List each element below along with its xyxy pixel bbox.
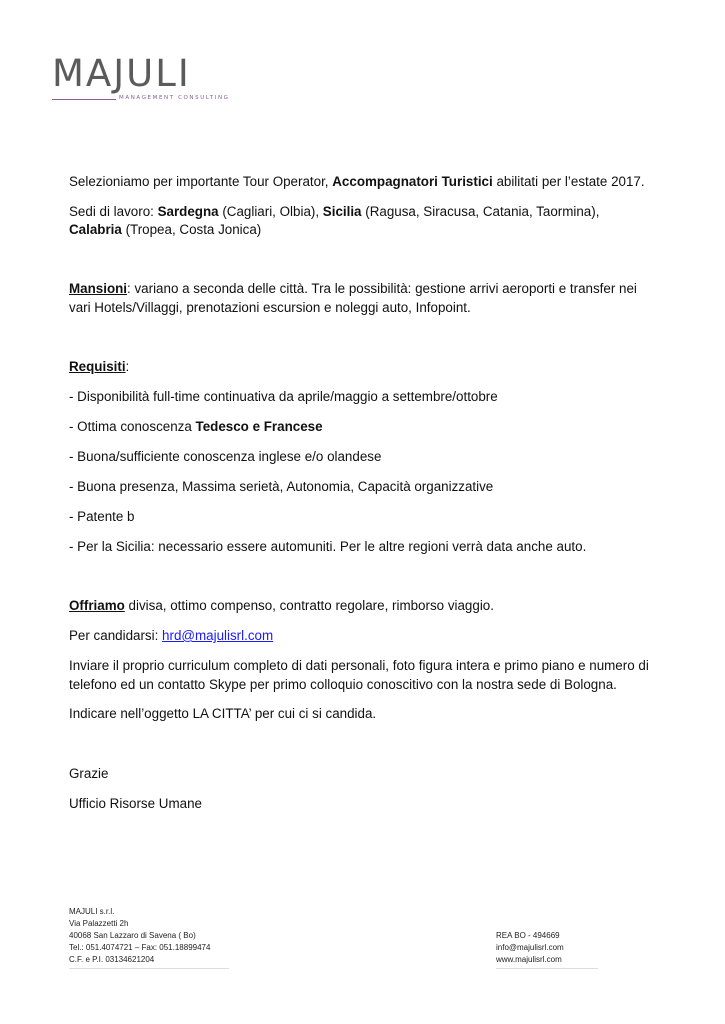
- sedi-calabria: Calabria: [69, 222, 122, 237]
- intro-paragraph: [69, 172, 645, 191]
- inviare-line-1: Inviare il proprio curriculum completo di dati personali, foto figura intera e primo piano e numero di: [69, 658, 649, 673]
- footer-right: [496, 930, 564, 966]
- logo-wordmark: MAJULI: [52, 52, 191, 95]
- candidarsi-label: Per candidarsi:: [69, 628, 163, 643]
- footer-left: [69, 906, 210, 966]
- requisito-item: - Buona/sufficiente conoscenza inglese e/o olandese: [69, 449, 382, 464]
- email-link[interactable]: hrd@majulisrl.com: [162, 628, 274, 643]
- closing-signature: Ufficio Risorse Umane: [69, 796, 202, 811]
- requisito-languages: Tedesco e Francese: [195, 419, 323, 434]
- footer-address: Via Palazzetti 2h: [69, 919, 129, 928]
- sedi-sardegna-cities: (Cagliari, Olbia),: [218, 204, 323, 219]
- footer-city: 40068 San Lazzaro di Savena ( Bo): [69, 931, 196, 940]
- intro-text-end: abilitati per l’estate 2017.: [492, 174, 645, 189]
- requisito-text: - Ottima conoscenza: [69, 419, 196, 434]
- requisiti-heading: [69, 357, 129, 376]
- footer-company: MAJULI s.r.l.: [69, 907, 115, 916]
- mansioni-line-2: vari Hotels/Villaggi, prenotazioni escursion e noleggi auto, Infopoint.: [69, 300, 471, 315]
- offriamo-text: divisa, ottimo compenso, contratto regolare, rimborso viaggio.: [124, 598, 494, 613]
- intro-role: Accompagnatori Turistici: [332, 174, 493, 189]
- footer-rea: REA BO - 494669: [496, 931, 560, 940]
- logo-rule: [52, 99, 116, 100]
- requisito-item: - Patente b: [69, 509, 135, 524]
- footer-divider-right: [496, 968, 598, 969]
- requisito-item: - Disponibilità full-time continuativa da aprile/maggio a settembre/ottobre: [69, 389, 498, 404]
- sedi-calabria-cities: (Tropea, Costa Jonica): [121, 222, 262, 237]
- offriamo-paragraph: [69, 596, 494, 615]
- sedi-label: Sedi di lavoro:: [69, 204, 158, 219]
- requisiti-label: Requisiti: [69, 359, 126, 374]
- requisito-item: [69, 417, 323, 436]
- footer-phone: Tel.: 051.4074721 – Fax: 051.18899474: [69, 943, 211, 952]
- company-logo: [52, 52, 222, 112]
- closing-grazie: Grazie: [69, 766, 109, 781]
- candidarsi-paragraph: [69, 626, 273, 645]
- footer-tax: C.F. e P.I. 03134621204: [69, 955, 155, 964]
- mansioni-text: : variano a seconda delle città. Tra le possibilità: gestione arrivi aeroporti e transfer nei: [127, 281, 637, 296]
- requisiti-colon: :: [125, 359, 130, 374]
- mansioni-line-1: [69, 279, 637, 298]
- intro-text: Selezioniamo per importante Tour Operator,: [69, 174, 333, 189]
- requisito-item: - Per la Sicilia: necessario essere automuniti. Per le altre regioni verrà data anche auto.: [69, 539, 587, 554]
- sedi-sicilia-cities: (Ragusa, Siracusa, Catania, Taormina),: [361, 204, 600, 219]
- sedi-sicilia: Sicilia: [322, 204, 362, 219]
- inviare-line-2: telefono ed un contatto Skype per primo colloquio conoscitivo con la nostra sede di Bologna.: [69, 677, 617, 692]
- sedi-line-1: [69, 202, 599, 221]
- logo-subtitle: MANAGEMENT CONSULTING: [119, 95, 230, 101]
- sedi-line-2: [69, 220, 261, 239]
- mansioni-heading: Mansioni: [69, 281, 128, 296]
- offriamo-heading: Offriamo: [69, 598, 125, 613]
- indicare-paragraph: Indicare nell’oggetto LA CITTA’ per cui ci si candida.: [69, 706, 377, 721]
- footer-divider-left: [69, 968, 229, 969]
- footer-website[interactable]: www.majulisrl.com: [496, 955, 562, 964]
- footer-email[interactable]: info@majulisrl.com: [496, 943, 564, 952]
- sedi-sardegna: Sardegna: [157, 204, 219, 219]
- requisito-item: - Buona presenza, Massima serietà, Autonomia, Capacità organizzative: [69, 479, 494, 494]
